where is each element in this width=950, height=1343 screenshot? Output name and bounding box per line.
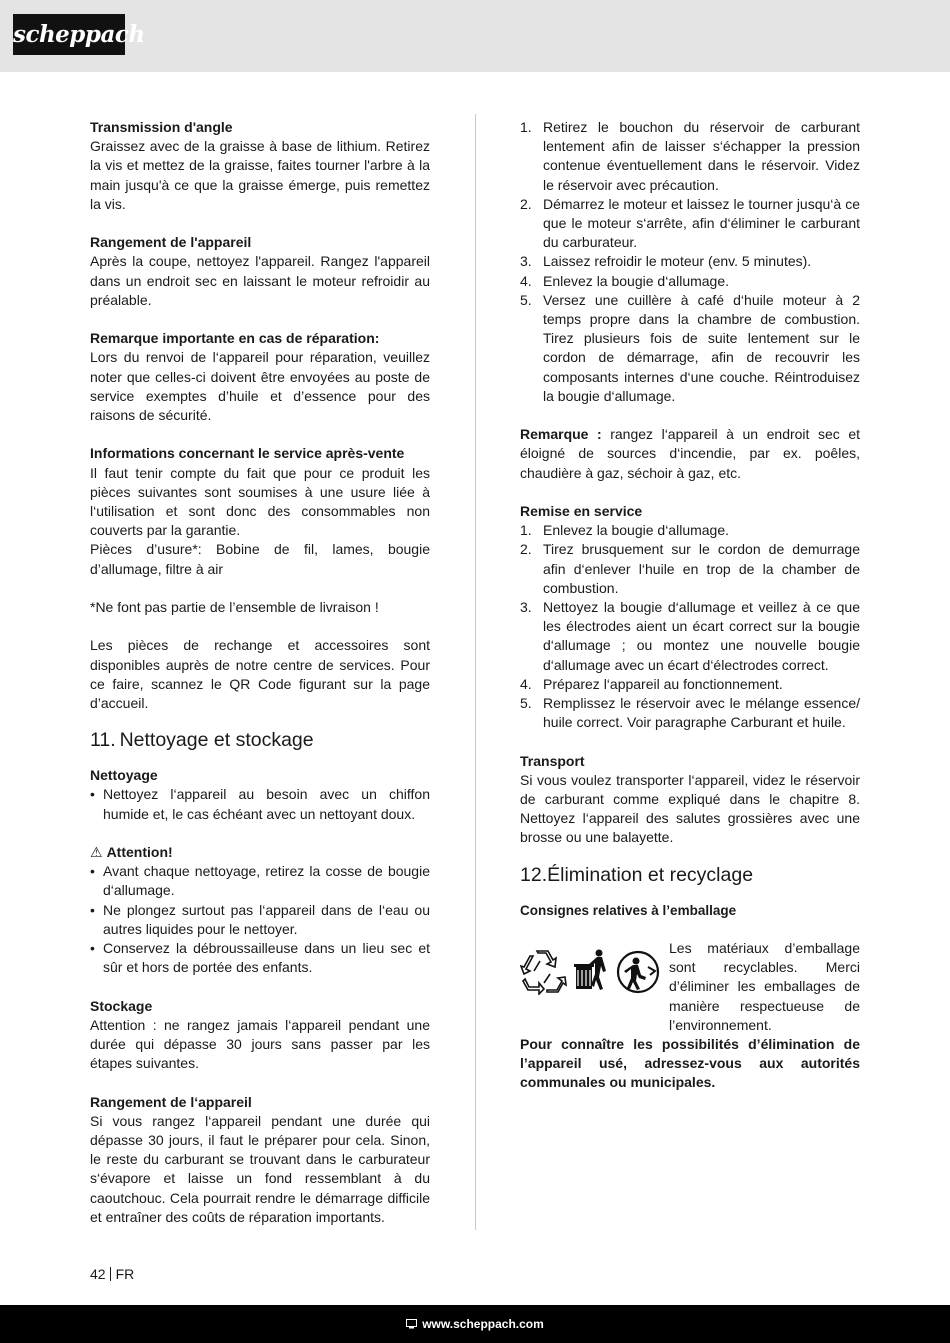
- list-item: 2. Démarrez le moteur et laissez le tourner jusqu‘à ce que le moteur s‘arrête, afin d‘éliminer le carburant du carburateur.: [520, 195, 860, 251]
- list-item: • Conservez la débroussailleuse dans un lieu sec et sûr et hors de portée des enfants.: [90, 940, 430, 976]
- text-transmission: Graissez avec de la graisse à base de lithium. Retirez la vis et mettez de la graisse, faites tourner l'arbre à la main jusqu'à ce que la graisse émerge, puis remettez la vis.: [90, 138, 430, 212]
- right-column: [520, 118, 860, 1093]
- heading-remarque-reparation: Remarque importante en cas de réparation:: [90, 330, 380, 347]
- list-nettoyage: [90, 785, 430, 823]
- list-item: 4. Préparez l‘appareil au fonctionnement.: [520, 675, 783, 692]
- list-remise-steps: [520, 521, 860, 732]
- page-header: [0, 0, 950, 72]
- heading-rangement: Rangement de l'appareil: [90, 234, 252, 251]
- heading-rangement-2: Rangement de l‘appareil: [90, 1093, 252, 1110]
- packaging-block: [520, 939, 860, 1035]
- recycle-icon: [521, 951, 566, 994]
- list-attention: [90, 862, 430, 977]
- list-item: • Nettoyez l‘appareil au besoin avec un chiffon humide et, le cas échéant avec un nettoyant doux.: [90, 786, 430, 822]
- text-rangement-2: Si vous rangez l‘appareil pendant une durée qui dépasse 30 jours, il faut le préparer pour cela. Sinon, le reste du carburant se trouvant dans le carburateur s‘évapore et laisse un fond ressemblant à du caoutchouc. Cela pourrait rendre le démarrage difficile et entraîner des coûts de réparation importants.: [90, 1112, 430, 1225]
- list-item: • Avant chaque nettoyage, retirez la cosse de bougie d‘allumage.: [90, 863, 430, 899]
- heading-transport: Transport: [520, 752, 585, 769]
- page-number: 42 FR: [90, 1266, 135, 1282]
- list-storage-steps: [520, 118, 860, 406]
- list-item: 1. Retirez le bouchon du réservoir de carburant lentement afin de laisser s‘échapper la pression contenue éventuellement dans le réservoir. Videz le réservoir avec précaution.: [520, 119, 860, 193]
- column-divider: [475, 114, 476, 1230]
- trash-bin-icon: [574, 950, 606, 991]
- list-item: 3. Laissez refroidir le moteur (env. 5 minutes).: [520, 253, 812, 270]
- warning-icon: ⚠: [90, 844, 103, 861]
- list-item: • Ne plongez surtout pas l‘appareil dans de l‘eau ou autres liquides pour le nettoyer.: [90, 901, 430, 937]
- section-12-title: 12.Élimination et recyclage: [520, 863, 754, 886]
- list-item: 3. Nettoyez la bougie d‘allumage et veillez à ce que les électrodes aient un écart correct sur la bougie d‘allumage ; ou montez une nouvelle bougie d‘allumage avec un écart d‘électrodes correct.: [520, 599, 860, 673]
- list-item: 5. Remplissez le réservoir avec le mélange essence/ huile correct. Voir paragraphe Carburant et huile.: [520, 695, 860, 731]
- scheppach-logo: scheppach: [13, 14, 125, 55]
- text-service-note: *Ne font pas partie de l’ensemble de livraison !: [90, 599, 379, 616]
- recycle-person-icon: [618, 952, 658, 992]
- text-remarque-reparation: Lors du renvoi de l‘appareil pour réparation, veuillez noter que celles-ci doivent être envoyées au poste de service exemptes d’huile et d’essence pour des raisons de sécurité.: [90, 349, 430, 424]
- heading-stockage: Stockage: [90, 997, 153, 1014]
- text-rangement: Après la coupe, nettoyez l'appareil. Rangez l'appareil dans un endroit sec en laissant le moteur refroidir au préalable.: [90, 253, 430, 308]
- text-emballage: Les matériaux d’emballage sont recyclables. Merci d’éliminer les emballages de manière respectueuse de l’environnement.: [669, 940, 860, 1033]
- text-service-1: Il faut tenir compte du fait que pour ce produit les pièces suivantes sont soumises à une usure liée à l‘utilisation et sont donc des consommables non couverts par la garantie.: [90, 464, 430, 539]
- heading-emballage: Consignes relatives à l’emballage: [520, 902, 737, 918]
- heading-remise-en-service: Remise en service: [520, 503, 643, 520]
- list-item: 5. Versez une cuillère à café d‘huile moteur à 2 temps propre dans la chambre de combustion. Tirez plusieurs fois de suite lentement sur le cordon de démarrage, afin de recouvrir les composants internes d‘une couche. Réintroduisez la bougie d‘allumage.: [520, 291, 860, 404]
- heading-transmission: Transmission d'angle: [90, 119, 233, 135]
- monitor-icon: [406, 1305, 417, 1343]
- text-service-2: Pièces d’usure*: Bobine de fil, lames, bougie d’allumage, filtre à air: [90, 541, 430, 577]
- recycling-icons: [520, 947, 662, 995]
- page-footer: [0, 1305, 950, 1343]
- website-link[interactable]: www.scheppach.com: [422, 1317, 544, 1331]
- list-item: 2. Tirez brusquement sur le cordon de demurrage afin d‘enlever l‘huile en trop de la chamber de combustion.: [520, 541, 860, 596]
- text-stockage: Attention : ne rangez jamais l‘appareil pendant une durée qui dépasse 30 jours sans passer par les étapes suivantes.: [90, 1016, 430, 1072]
- heading-nettoyage: Nettoyage: [90, 767, 158, 784]
- section-11-title: 11. Nettoyage et stockage: [90, 729, 314, 752]
- heading-service: Informations concernant le service après-vente: [90, 445, 405, 462]
- text-transport: Si vous voulez transporter l‘appareil, videz le réservoir de carburant comme expliqué dans le chapitre 8. Nettoyez l‘appareil des salutes grossières avec une brosse ou une balayette.: [520, 771, 860, 846]
- heading-attention: ⚠ Attention!: [90, 843, 430, 862]
- text-elimination-note: Pour connaître les possibilités d’élimination de l’appareil usé, adressez-vous aux autorités communales ou municipales.: [520, 1036, 860, 1091]
- text-remarque: Remarque : rangez l‘appareil à un endroit sec et éloigné de sources d‘incendie, par ex. poêles, chaudière à gaz, séchoir à gaz, etc.: [520, 426, 860, 481]
- list-item: 4. Enlevez la bougie d‘allumage.: [520, 272, 730, 289]
- list-item: 1. Enlevez la bougie d‘allumage.: [520, 522, 730, 539]
- left-column: [90, 118, 430, 1227]
- text-service-3: Les pièces de rechange et accessoires sont disponibles auprès de notre centre de services. Pour ce faire, scannez le QR Code figurant sur la page d’accueil.: [90, 637, 430, 712]
